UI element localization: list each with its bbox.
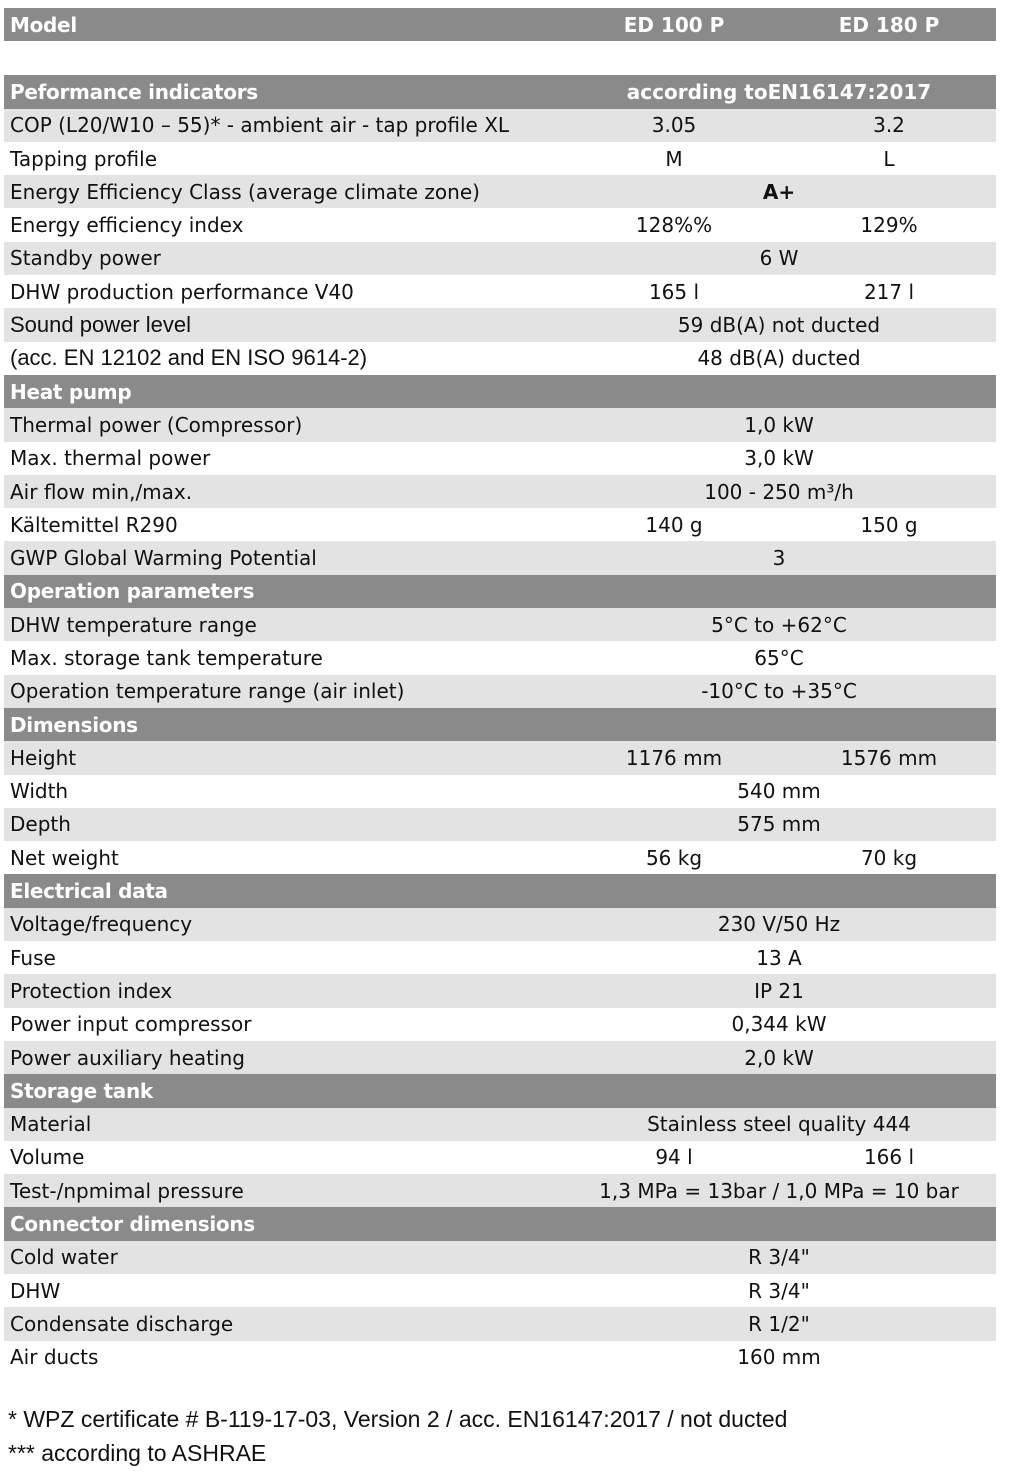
spec-row	[4, 941, 996, 974]
spec-value-ed180p: 129%	[860, 213, 918, 238]
spec-label: Net weight	[10, 845, 119, 870]
spec-row	[4, 508, 996, 541]
spec-label: COP (L20/W10 – 55)* - ambient air - tap profile XL	[10, 113, 510, 138]
spec-row	[4, 475, 996, 508]
spec-row	[4, 175, 996, 208]
spec-value: 48 dB(A) ducted	[697, 346, 861, 371]
spec-value-ed100p: 1176 mm	[625, 745, 723, 770]
spec-value-ed180p: 166 l	[863, 1145, 915, 1170]
spec-label: Sound power level	[10, 312, 192, 338]
section-title: Storage tank	[10, 1078, 153, 1103]
spec-label: Height	[10, 745, 77, 770]
spec-table	[4, 8, 996, 1374]
spec-value: 0,344 kW	[731, 1012, 827, 1037]
spec-label: Test-/npmimal pressure	[10, 1178, 244, 1203]
spec-value: 6 W	[759, 246, 799, 271]
spec-value-ed180p: 150 g	[860, 512, 918, 537]
spec-value-ed180p: 1576 mm	[840, 745, 938, 770]
spec-value: 540 mm	[737, 779, 821, 804]
spec-value: 2,0 kW	[744, 1045, 814, 1070]
section-title: Heat pump	[10, 379, 132, 404]
spec-value-ed180p: 3.2	[873, 113, 905, 138]
spec-label: Voltage/frequency	[10, 912, 193, 937]
spec-label: Cold water	[10, 1245, 118, 1270]
spec-label: Tapping profile	[10, 146, 158, 171]
spec-row	[4, 109, 996, 142]
spec-value-ed180p: 217 l	[863, 279, 915, 304]
spec-label: GWP Global Warming Potential	[10, 546, 317, 571]
spec-row	[4, 1274, 996, 1307]
spec-value: -10°C to +35°C	[701, 679, 857, 704]
model-header-row	[4, 8, 996, 41]
spec-row	[4, 1241, 996, 1274]
spec-row	[4, 208, 996, 241]
spec-row	[4, 342, 996, 375]
spec-value: A+	[762, 179, 796, 204]
section-header-row	[4, 874, 996, 907]
footnote-ashrae: *** according to ASHRAE	[8, 1440, 267, 1466]
spec-value-ed100p: 140 g	[645, 512, 703, 537]
spec-value: R 1/2"	[748, 1311, 810, 1336]
spec-label: Thermal power (Compressor)	[10, 412, 303, 437]
model-header-label: Model	[10, 12, 77, 37]
spec-value: 3	[772, 546, 786, 571]
spec-row	[4, 974, 996, 1007]
section-title: Peformance indicators	[10, 79, 258, 104]
spec-row	[4, 741, 996, 774]
spec-row	[4, 908, 996, 941]
spec-label: Fuse	[10, 945, 56, 970]
section-header-row	[4, 575, 996, 608]
section-header-row	[4, 375, 996, 408]
spec-label: Energy efficiency index	[10, 213, 244, 238]
spec-label: Depth	[10, 812, 71, 837]
spec-label: Condensate discharge	[10, 1311, 234, 1336]
section-title: Dimensions	[10, 712, 138, 737]
spec-value: Stainless steel quality 444	[647, 1112, 911, 1137]
spec-row	[4, 1174, 996, 1207]
model-ed180p: ED 180 P	[838, 12, 940, 37]
spec-row	[4, 242, 996, 275]
footnotes	[8, 1402, 1018, 1470]
spec-value: R 3/4"	[748, 1278, 810, 1303]
spec-row	[4, 1307, 996, 1340]
spec-value: 59 dB(A) not ducted	[677, 313, 881, 338]
spec-value: R 3/4"	[748, 1245, 810, 1270]
spec-label: Standby power	[10, 246, 161, 271]
spec-label: DHW temperature range	[10, 612, 257, 637]
spec-row	[4, 608, 996, 641]
spec-value-ed180p: 70 kg	[860, 845, 918, 870]
footnote-certificate: * WPZ certificate # B-119-17-03, Version 2 / acc. EN16147:2017 / not ducted	[8, 1406, 788, 1432]
spec-label: Volume	[10, 1145, 85, 1170]
section-header-row	[4, 1207, 996, 1240]
spec-row	[4, 1108, 996, 1141]
spec-row	[4, 775, 996, 808]
spec-row	[4, 841, 996, 874]
spec-value: IP 21	[754, 978, 804, 1003]
spec-label: Power auxiliary heating	[10, 1045, 245, 1070]
table-body	[4, 75, 996, 1374]
section-header-row	[4, 1074, 996, 1107]
section-title: Operation parameters	[10, 579, 255, 604]
model-ed100p: ED 100 P	[623, 12, 725, 37]
spec-label: Air ducts	[10, 1345, 99, 1370]
spec-label: Max. storage tank temperature	[10, 645, 323, 670]
spec-row	[4, 1341, 996, 1374]
spec-row	[4, 1141, 996, 1174]
spec-value: 100 - 250 m³/h	[704, 479, 854, 504]
spec-value-ed100p: 165 l	[648, 279, 700, 304]
spec-value: 65°C	[754, 645, 804, 670]
spec-label: Width	[10, 779, 69, 804]
spec-row	[4, 1008, 996, 1041]
spec-value: 3,0 kW	[744, 446, 814, 471]
spec-label: Max. thermal power	[10, 446, 211, 471]
spec-row	[4, 275, 996, 308]
section-header-row	[4, 75, 996, 108]
spec-label: DHW	[10, 1278, 61, 1303]
spec-value-ed180p: L	[883, 146, 895, 171]
section-title: Electrical data	[10, 879, 168, 904]
spec-label: Energy Efficiency Class (average climate zone)	[10, 179, 480, 204]
spec-label: Material	[10, 1112, 92, 1137]
spec-label: (acc. EN 12102 and EN ISO 9614-2)	[10, 345, 368, 371]
spec-label: Operation temperature range (air inlet)	[10, 679, 405, 704]
spec-label: Power input compressor	[10, 1012, 252, 1037]
spec-value-ed100p: 56 kg	[645, 845, 703, 870]
spec-row	[4, 808, 996, 841]
spec-label: Air flow min,/max.	[10, 479, 193, 504]
spec-value: 575 mm	[737, 812, 821, 837]
spec-row	[4, 675, 996, 708]
spec-row	[4, 442, 996, 475]
spec-value-ed100p: 128%%	[635, 213, 713, 238]
spec-value: 1,0 kW	[744, 412, 814, 437]
spec-row	[4, 408, 996, 441]
spec-value-ed100p: M	[665, 146, 683, 171]
spec-label: DHW production performance V40	[10, 279, 354, 304]
spec-value-ed100p: 3.05	[651, 113, 697, 138]
section-header-row	[4, 708, 996, 741]
spec-value: 230 V/50 Hz	[717, 912, 841, 937]
spec-value: 160 mm	[737, 1345, 821, 1370]
section-title: Connector dimensions	[10, 1212, 255, 1237]
spec-row	[4, 1041, 996, 1074]
spec-value: 5°C to +62°C	[711, 612, 847, 637]
spec-value-ed100p: 94 l	[655, 1145, 693, 1170]
spec-row	[4, 142, 996, 175]
spec-value: 13 A	[756, 945, 802, 970]
spacer	[4, 41, 996, 75]
spec-label: Protection index	[10, 978, 173, 1003]
spec-label: Kältemittel R290	[10, 512, 178, 537]
spec-row	[4, 308, 996, 341]
spec-row	[4, 641, 996, 674]
spec-row	[4, 541, 996, 574]
spec-value: 1,3 MPa = 13bar / 1,0 MPa = 10 bar	[599, 1178, 959, 1203]
section-note: according toEN16147:2017	[626, 79, 932, 104]
